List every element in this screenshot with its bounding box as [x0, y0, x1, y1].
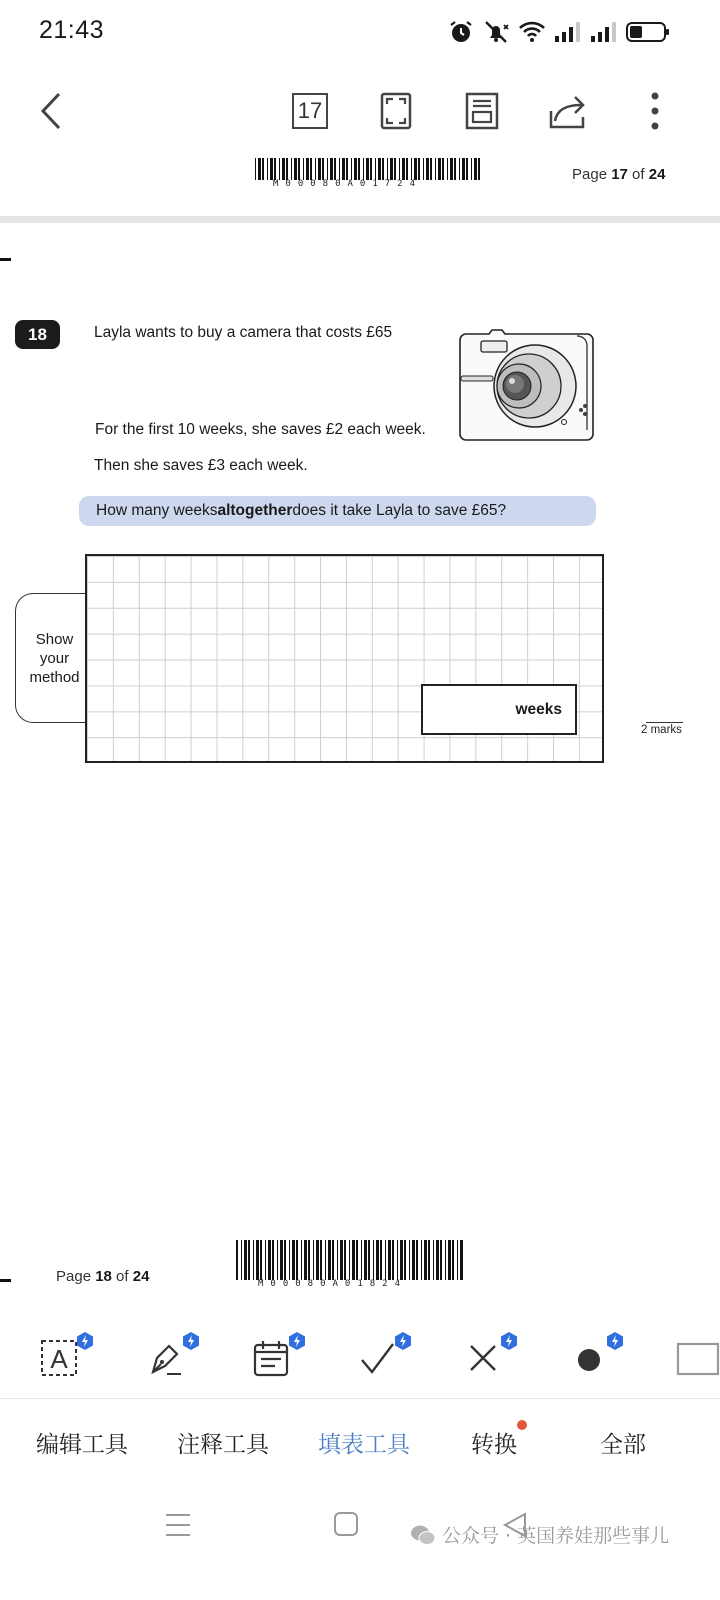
- text-box-icon: [39, 1338, 79, 1378]
- check-tool[interactable]: [353, 1334, 401, 1382]
- back-icon: [37, 91, 65, 131]
- page-divider: [0, 216, 720, 223]
- status-bar: [0, 0, 720, 64]
- rectangle-tool[interactable]: [674, 1334, 720, 1382]
- bottom-barcode-text: M00080A01824: [258, 1279, 408, 1289]
- row-divider: [0, 1398, 720, 1399]
- top-barcode: [255, 158, 483, 180]
- wechat-icon: [410, 1524, 436, 1546]
- tab-all[interactable]: 全部: [600, 1432, 646, 1458]
- question-line-1: Layla wants to buy a camera that costs £65: [94, 324, 393, 341]
- dot-icon: [569, 1338, 609, 1378]
- form-tool[interactable]: [247, 1334, 295, 1382]
- home-icon: [333, 1511, 359, 1537]
- share-icon: [547, 91, 589, 131]
- tool-row: [0, 1318, 720, 1398]
- watermark: 公众号 · 英国养娃那些事儿: [410, 1521, 669, 1548]
- upgrade-badge-icon: [605, 1331, 625, 1351]
- wifi-icon: [518, 20, 546, 44]
- signal-icon: [590, 21, 618, 43]
- signal-icon: [554, 21, 582, 43]
- show-method-tab: Show your method: [15, 593, 89, 723]
- more-button[interactable]: [632, 88, 678, 134]
- answer-unit: weeks: [515, 700, 562, 718]
- status-time: 21:43: [39, 16, 105, 44]
- question-line-3: Then she saves £3 each week.: [94, 457, 308, 474]
- top-page-label: Page 17 of 24: [572, 166, 666, 183]
- check-icon: [357, 1338, 397, 1378]
- upgrade-badge-icon: [393, 1331, 413, 1351]
- camera-illustration: [457, 326, 597, 446]
- question-number: 18: [15, 320, 60, 349]
- battery-icon: [626, 21, 670, 43]
- marks-label: 2 marks: [641, 724, 682, 736]
- alarm-icon: [448, 19, 474, 45]
- tab-convert[interactable]: 转换: [471, 1432, 517, 1458]
- tab-annotation-tools[interactable]: 注释工具: [177, 1432, 269, 1458]
- cross-icon: [463, 1338, 503, 1378]
- svg-text:A: A: [50, 1344, 68, 1374]
- upgrade-badge-icon: [181, 1331, 201, 1351]
- question-prompt: How many weeks altogether does it take Layla to save £65?: [79, 496, 596, 526]
- form-icon: [251, 1338, 291, 1378]
- tab-edit-tools[interactable]: 编辑工具: [36, 1432, 128, 1458]
- top-toolbar: [0, 70, 720, 154]
- question-line-2: For the first 10 weeks, she saves £2 each week.: [95, 421, 426, 438]
- upgrade-badge-icon: [75, 1331, 95, 1351]
- home-button[interactable]: [333, 1511, 359, 1542]
- page-layout-icon: [465, 92, 499, 130]
- dot-tool[interactable]: [565, 1334, 613, 1382]
- recents-button[interactable]: [164, 1511, 192, 1544]
- back-button[interactable]: [28, 88, 74, 134]
- cross-tool[interactable]: [459, 1334, 507, 1382]
- system-navigation: [0, 1485, 720, 1600]
- pen-icon: [145, 1338, 185, 1378]
- pen-tool[interactable]: [141, 1334, 189, 1382]
- notification-dot: [517, 1420, 527, 1430]
- page-layout-button[interactable]: [459, 88, 505, 134]
- top-barcode-text: M00080A01724: [273, 179, 423, 189]
- fullscreen-button[interactable]: [373, 88, 419, 134]
- bottom-page-label: Page 18 of 24: [56, 1268, 150, 1285]
- menu-icon: [164, 1511, 192, 1539]
- page-number: 17: [292, 93, 328, 129]
- upgrade-badge-icon: [499, 1331, 519, 1351]
- page-number-button[interactable]: [287, 88, 333, 134]
- bottom-barcode: [236, 1240, 466, 1280]
- fullscreen-icon: [380, 92, 412, 130]
- more-icon: [650, 91, 660, 131]
- marks-line: [646, 722, 683, 723]
- mute-icon: [482, 19, 510, 45]
- edge-mark: [0, 258, 11, 261]
- tool-tabs: [0, 1400, 720, 1482]
- share-button[interactable]: [545, 88, 591, 134]
- text-box-tool[interactable]: [35, 1334, 83, 1382]
- rectangle-icon: [674, 1338, 720, 1378]
- edge-mark: [0, 1279, 11, 1282]
- tab-form-tools[interactable]: 填表工具: [318, 1432, 410, 1458]
- upgrade-badge-icon: [287, 1331, 307, 1351]
- answer-box[interactable]: [421, 684, 577, 735]
- status-icons: [448, 18, 670, 46]
- document-view[interactable]: [0, 158, 720, 1318]
